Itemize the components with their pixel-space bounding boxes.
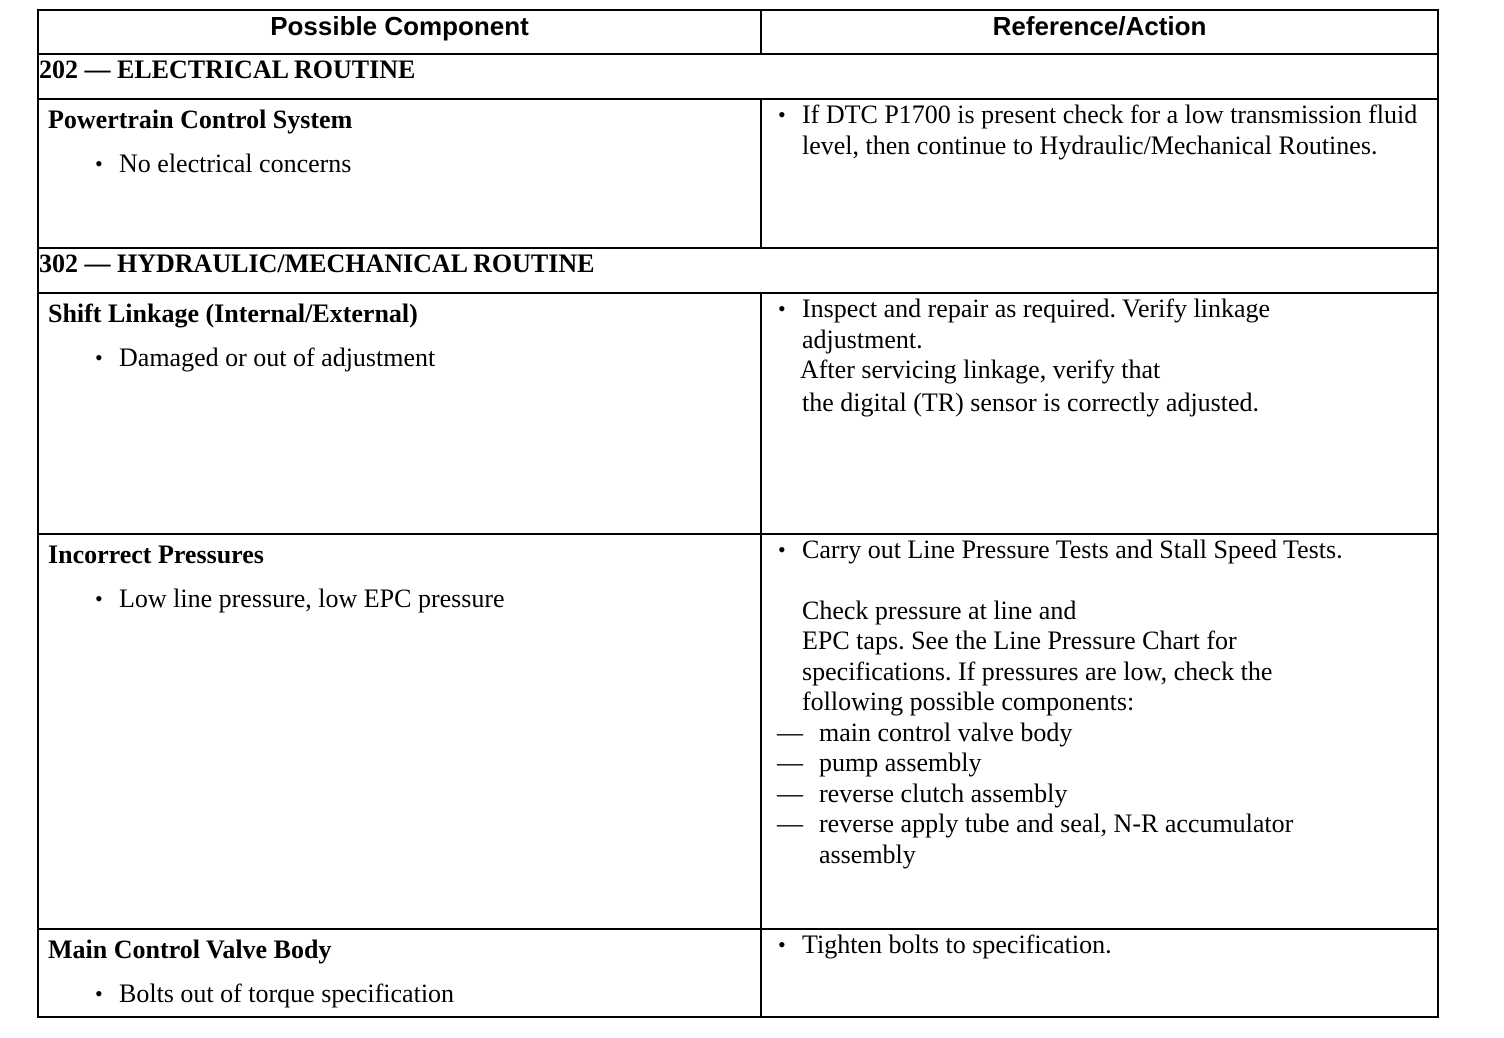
action-text: Carry out Line Pressure Tests and Stall Speed Tests. (802, 535, 1343, 564)
diagnosis-table (37, 9, 1439, 1018)
action-text: If DTC P1700 is present check for a low transmission fluid level, then continue to Hydraulic/Mechanical Routines. (802, 100, 1418, 160)
component-list-text: reverse clutch assembly (819, 778, 1068, 808)
bullet-icon: • (778, 102, 786, 127)
action-line: After servicing linkage, verify that (800, 355, 1161, 384)
symptom-text: No electrical concerns (119, 149, 352, 178)
symptom-text: Damaged or out of adjustment (119, 343, 436, 372)
table-row (38, 929, 1438, 1017)
action-line: EPC taps. See the Line Pressure Chart for (802, 626, 1237, 655)
symptom-text: Low line pressure, low EPC pressure (119, 584, 505, 613)
dash-icon: — (777, 809, 803, 838)
section-row-electrical (38, 54, 1438, 99)
section-title-electrical: 202 — ELECTRICAL ROUTINE (38, 54, 1438, 99)
action-text: Tighten bolts to specification. (802, 930, 1112, 959)
bullet-icon: • (95, 151, 103, 176)
bullet-icon: • (95, 586, 103, 611)
component-list-item (762, 809, 1437, 870)
component-list-item (762, 779, 1437, 810)
symptom-item (39, 343, 760, 374)
table-row (38, 293, 1438, 534)
action-item (762, 930, 1437, 961)
action-cell (761, 929, 1438, 1017)
component-title: Incorrect Pressures (48, 540, 264, 569)
action-text: Inspect and repair as required. Verify linkage (802, 294, 1271, 323)
bullet-icon: • (778, 296, 786, 321)
component-cell (38, 293, 761, 534)
component-list-text: pump assembly (819, 748, 982, 777)
component-cell (38, 929, 761, 1017)
component-list-text: reverse apply tube and seal, N-R accumulator assembly (819, 809, 1294, 869)
bullet-icon: • (95, 345, 103, 370)
action-cell (761, 99, 1438, 248)
bullet-icon: • (95, 981, 103, 1006)
dash-icon: — (777, 748, 803, 777)
action-item (762, 100, 1437, 161)
component-list-item (762, 718, 1437, 749)
component-list-text: main control valve body (819, 717, 1073, 747)
header-row (38, 10, 1438, 54)
action-item (762, 535, 1437, 566)
action-cell (761, 293, 1438, 534)
component-cell (38, 99, 761, 248)
action-line: Check pressure at line and (802, 595, 1077, 625)
action-line: following possible components: (802, 687, 1135, 716)
action-cell (761, 534, 1438, 929)
action-line: adjustment. (802, 324, 923, 354)
dash-icon: — (777, 717, 803, 747)
symptom-text: Bolts out of torque specification (119, 979, 455, 1008)
symptom-item (39, 584, 760, 615)
dash-icon: — (777, 778, 803, 808)
component-list-item (762, 748, 1437, 779)
action-line: the digital (TR) sensor is correctly adjusted. (802, 387, 1260, 417)
component-title: Powertrain Control System (48, 105, 353, 134)
bullet-icon: • (778, 537, 786, 562)
section-row-hydraulic (38, 248, 1438, 293)
bullet-icon: • (778, 932, 786, 957)
component-cell (38, 534, 761, 929)
symptom-item (39, 149, 760, 180)
component-title: Shift Linkage (Internal/External) (48, 299, 418, 328)
action-item (762, 294, 1437, 325)
header-possible-component: Possible Component (38, 10, 761, 54)
section-title-hydraulic: 302 — HYDRAULIC/MECHANICAL ROUTINE (38, 248, 1438, 293)
header-reference-action: Reference/Action (761, 10, 1438, 54)
table-row (38, 99, 1438, 248)
table-row (38, 534, 1438, 929)
symptom-item (39, 979, 760, 1010)
action-line: specifications. If pressures are low, check the (802, 656, 1273, 686)
component-title: Main Control Valve Body (48, 935, 332, 964)
